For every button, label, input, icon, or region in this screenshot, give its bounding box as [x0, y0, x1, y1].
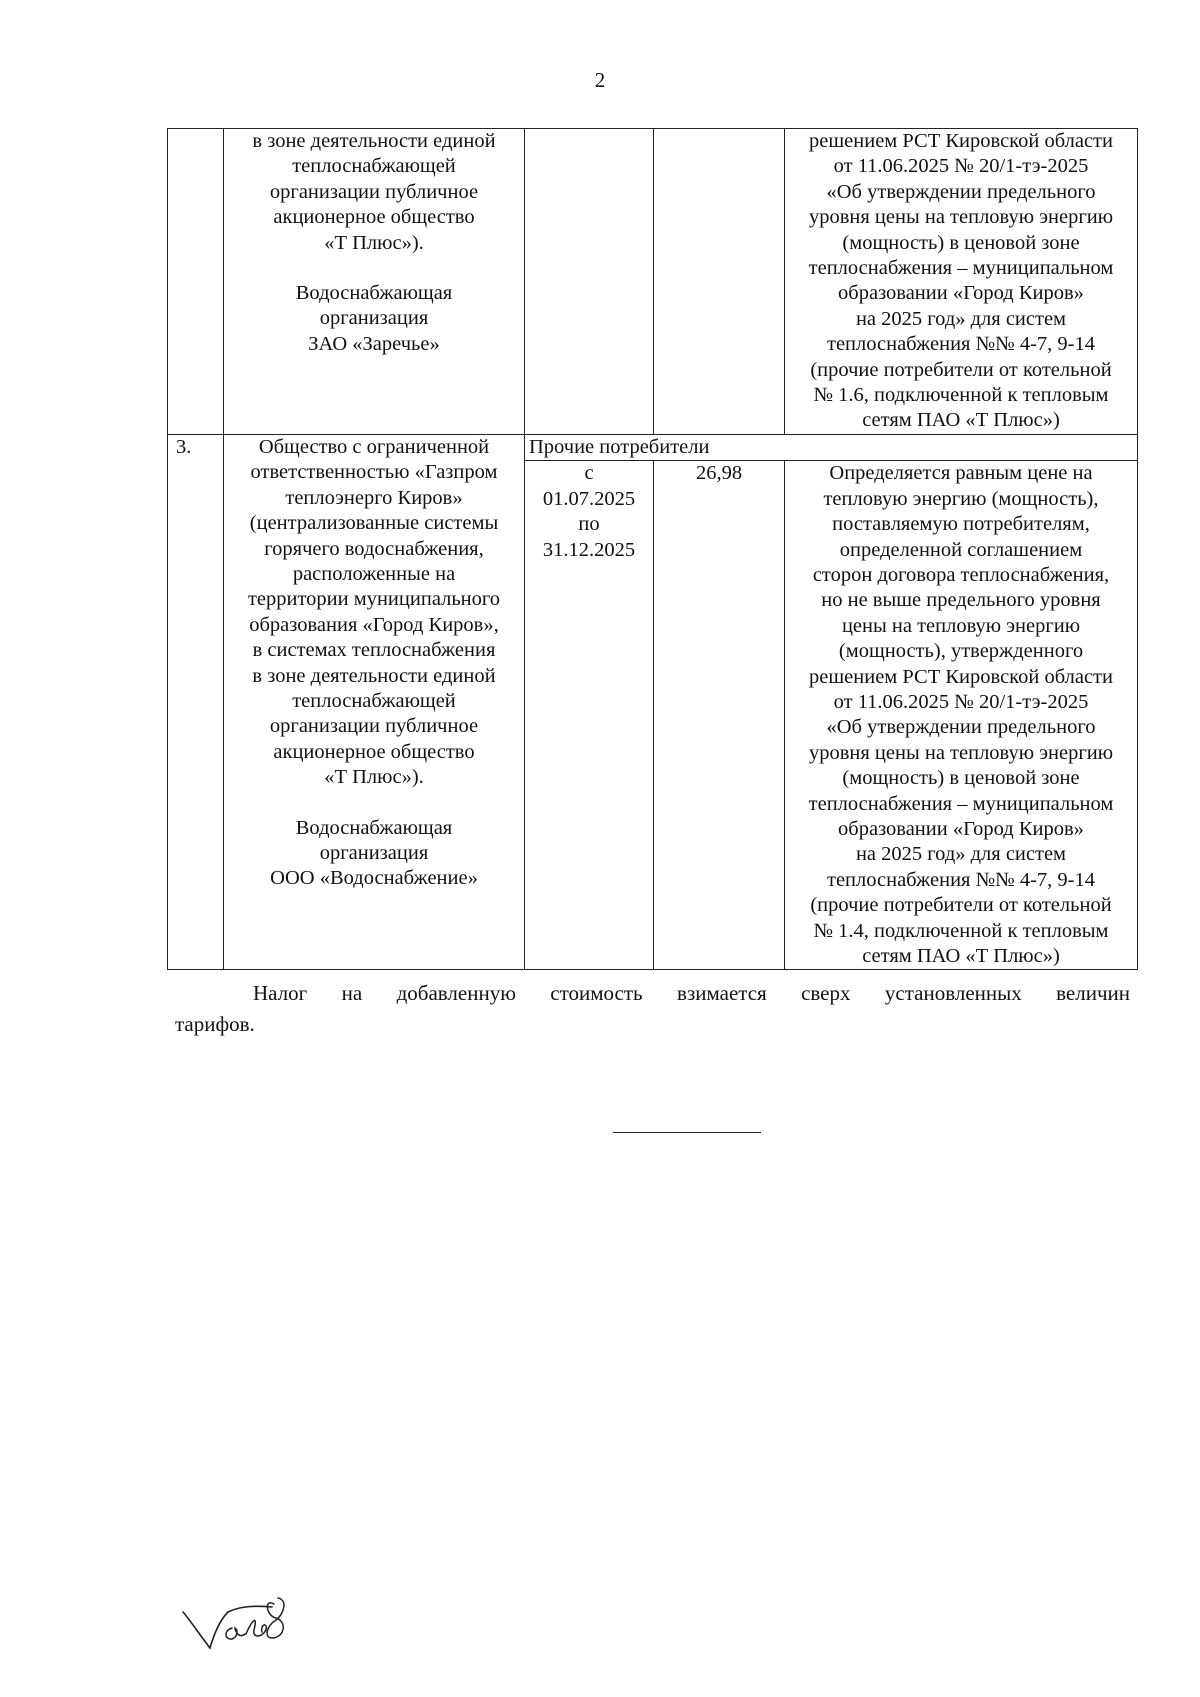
- table-row-3-header: [168, 434, 1138, 460]
- text-line: на 2025 год» для систем: [855, 307, 1067, 330]
- text-line: «Об утверждении предельного: [826, 180, 1096, 203]
- water-org-lines: [227, 281, 521, 357]
- vat-note-line-2: тарифов.: [175, 1012, 255, 1036]
- text-line: «Т Плюс»).: [324, 766, 424, 789]
- organization-cell: [224, 434, 525, 970]
- table-row-continued: [168, 129, 1138, 435]
- text-line: теплоэнерго Киров»: [285, 486, 463, 509]
- text-line: тепловую энергию (мощность),: [823, 487, 1099, 510]
- text-line: № 1.4, подключенной к тепловым: [813, 919, 1109, 942]
- text-line: в системах теплоснабжения: [252, 639, 496, 662]
- text-line: сетям ПАО «Т Плюс»): [862, 945, 1060, 967]
- basis-lines: [788, 129, 1134, 434]
- text-line: Водоснабжающая: [295, 816, 453, 839]
- basis-lines: [788, 461, 1134, 969]
- text-line: в зоне деятельности единой: [252, 664, 496, 687]
- text-line: Определяется равным цене на: [829, 462, 1093, 485]
- text-line: (централизованные системы: [249, 512, 499, 535]
- text-line: уровня цены на тепловую энергию: [808, 741, 1114, 764]
- period-cell: [525, 461, 654, 970]
- text-line: теплоснабжающей: [292, 155, 456, 178]
- organization-cell: [224, 129, 525, 435]
- page-number: 2: [594, 68, 606, 92]
- text-line: (прочие потребители от котельной: [810, 358, 1112, 381]
- text-line: по: [578, 513, 600, 536]
- text-line: решением РСТ Кировской области: [809, 130, 1113, 152]
- tariff-cell: [654, 129, 785, 435]
- text-line: организация: [319, 841, 429, 864]
- period-cell: [525, 129, 654, 435]
- end-divider: [613, 1132, 761, 1133]
- text-line: Общество с ограниченной: [258, 435, 490, 458]
- text-line: цены на тепловую энергию: [841, 614, 1081, 637]
- text-line: «Т Плюс»).: [324, 231, 424, 254]
- text-line: от 11.06.2025 № 20/1-тэ-2025: [833, 690, 1089, 713]
- basis-cell: [785, 129, 1138, 435]
- text-line: горячего водоснабжения,: [264, 537, 484, 560]
- text-line: теплоснабжения – муниципальном: [808, 257, 1114, 280]
- vat-note-line-1: Налог на добавленную стоимость взимается сверх установленных величин: [253, 981, 1130, 1005]
- text-line: организация: [319, 307, 429, 330]
- text-line: теплоснабжения №№ 4-7, 9-14: [827, 333, 1095, 356]
- row-number: 3.: [168, 434, 224, 970]
- text-line: определенной соглашением: [839, 538, 1083, 561]
- text-line: теплоснабжающей: [292, 689, 456, 712]
- text-line: теплоснабжения – муниципальном: [808, 792, 1114, 815]
- text-line: организации публичное: [269, 180, 479, 203]
- text-line: «Об утверждении предельного: [826, 716, 1096, 739]
- tariff-table: [167, 128, 1138, 970]
- text-line: но не выше предельного уровня: [821, 589, 1101, 612]
- text-line: (прочие потребители от котельной: [810, 894, 1112, 917]
- org-lines: [227, 129, 521, 256]
- text-line: ответственностью «Газпром: [250, 461, 498, 484]
- text-line: образовании «Город Киров»: [838, 282, 1084, 305]
- text-line: № 1.6, подключенной к тепловым: [813, 384, 1109, 407]
- water-org-lines: [227, 816, 521, 892]
- text-line: образовании «Город Киров»: [838, 817, 1084, 840]
- text-line: акционерное общество: [273, 206, 475, 229]
- tariff-value: 26,98: [654, 461, 785, 970]
- text-line: теплоснабжения №№ 4-7, 9-14: [827, 868, 1095, 891]
- text-line: расположенные на: [292, 562, 456, 585]
- text-line: уровня цены на тепловую энергию: [808, 206, 1114, 229]
- text-line: ЗАО «Заречье»: [308, 332, 440, 355]
- consumers-label: Прочие потребители: [525, 434, 1138, 460]
- text-line: 31.12.2025: [542, 538, 636, 561]
- text-line: от 11.06.2025 № 20/1-тэ-2025: [833, 155, 1089, 178]
- basis-cell: [785, 461, 1138, 970]
- text-line: ООО «Водоснабжение»: [270, 867, 478, 890]
- text-line: организации публичное: [269, 715, 479, 738]
- vat-note: [175, 978, 1130, 1040]
- text-line: (мощность) в ценовой зоне: [842, 767, 1080, 790]
- text-line: (мощность), утвержденного: [838, 640, 1084, 663]
- signature-icon: [180, 1590, 320, 1660]
- text-line: в зоне деятельности единой: [252, 130, 496, 152]
- text-line: Водоснабжающая: [295, 282, 453, 305]
- text-line: (мощность) в ценовой зоне: [842, 231, 1080, 254]
- text-line: с: [584, 462, 594, 485]
- text-line: на 2025 год» для систем: [855, 843, 1067, 866]
- number-cell: [168, 129, 224, 435]
- text-line: акционерное общество: [273, 740, 475, 763]
- text-line: 01.07.2025: [542, 487, 636, 510]
- text-line: сторон договора теплоснабжения,: [812, 563, 1110, 586]
- period-lines: [528, 461, 650, 563]
- text-line: образования «Город Киров»,: [249, 613, 499, 636]
- text-line: решением РСТ Кировской области: [809, 665, 1113, 688]
- text-line: территории муниципального: [247, 588, 501, 611]
- text-line: поставляемую потребителям,: [832, 513, 1090, 536]
- text-line: сетям ПАО «Т Плюс»): [862, 409, 1060, 432]
- org-lines: [227, 435, 521, 791]
